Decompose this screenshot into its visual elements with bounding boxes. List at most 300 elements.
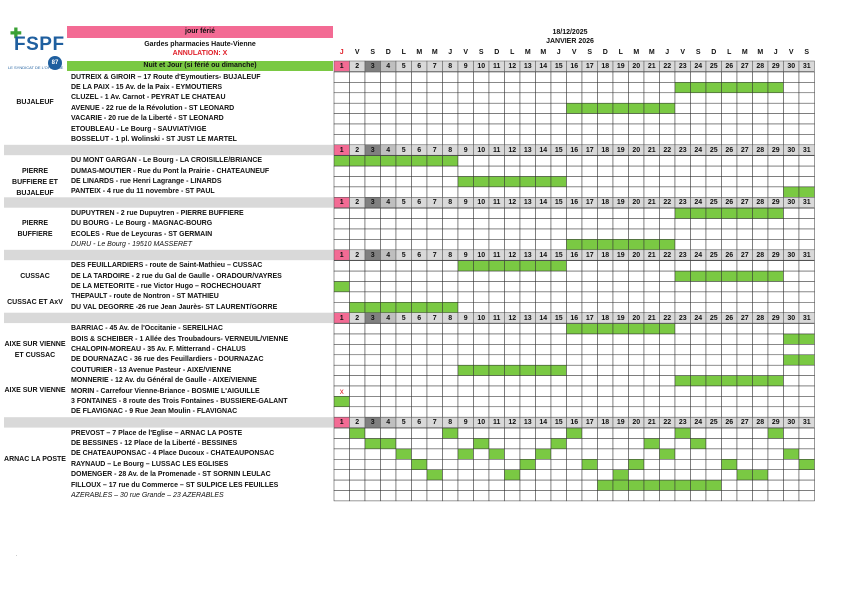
empty-cell xyxy=(334,271,350,281)
empty-cell xyxy=(474,82,490,92)
day-number: 30 xyxy=(787,314,796,322)
day-number: 29 xyxy=(771,199,780,207)
day-number: 27 xyxy=(740,63,749,70)
empty-cell xyxy=(768,439,784,449)
day-number: 16 xyxy=(570,419,579,427)
empty-cell xyxy=(784,396,800,406)
empty-cell xyxy=(613,449,629,459)
empty-cell xyxy=(489,271,505,281)
empty-cell xyxy=(412,282,428,292)
duty-cell xyxy=(489,449,505,459)
empty-cell xyxy=(567,334,583,344)
day-number: 30 xyxy=(787,146,796,154)
empty-cell xyxy=(753,114,769,124)
empty-cell xyxy=(551,187,567,197)
empty-cell xyxy=(458,124,474,134)
duty-cell xyxy=(350,302,366,312)
empty-cell xyxy=(722,261,738,271)
empty-cell xyxy=(350,282,366,292)
empty-cell xyxy=(365,72,381,82)
empty-cell xyxy=(644,344,660,354)
pharmacy-name: DE BESSINES - 12 Place de la Liberté - BESSINES xyxy=(71,440,238,447)
duty-cell xyxy=(722,459,738,469)
empty-cell xyxy=(768,449,784,459)
day-number: 5 xyxy=(401,251,406,259)
duty-cell xyxy=(629,459,645,469)
empty-cell xyxy=(350,239,366,249)
empty-cell xyxy=(505,334,521,344)
empty-cell xyxy=(613,72,629,82)
empty-cell xyxy=(443,282,459,292)
empty-cell xyxy=(567,219,583,229)
empty-cell xyxy=(474,93,490,103)
day-number: 27 xyxy=(740,146,749,154)
day-number: 26 xyxy=(725,63,734,70)
empty-cell xyxy=(706,428,722,438)
empty-cell xyxy=(412,334,428,344)
day-number: 7 xyxy=(432,251,437,259)
empty-cell xyxy=(458,324,474,334)
empty-cell xyxy=(753,72,769,82)
empty-cell xyxy=(799,134,815,144)
empty-cell xyxy=(784,282,800,292)
empty-cell xyxy=(551,134,567,144)
duty-cell xyxy=(443,428,459,438)
empty-cell xyxy=(753,103,769,113)
empty-cell xyxy=(474,459,490,469)
empty-cell xyxy=(443,439,459,449)
empty-cell xyxy=(675,449,691,459)
duty-cell xyxy=(536,177,552,187)
day-number: 6 xyxy=(417,314,422,322)
day-number: 20 xyxy=(632,63,641,70)
empty-cell xyxy=(489,114,505,124)
day-number: 14 xyxy=(539,199,548,207)
empty-cell xyxy=(629,365,645,375)
empty-cell xyxy=(427,72,443,82)
empty-cell xyxy=(799,114,815,124)
pharmacy-name: BOSSELUT - 1 pl. Wolinski - ST JUST LE MARTEL xyxy=(71,135,237,143)
empty-cell xyxy=(784,82,800,92)
duty-cell xyxy=(567,103,583,113)
duty-cell xyxy=(334,396,350,406)
weekday-letter: J xyxy=(339,49,344,56)
duty-cell xyxy=(412,459,428,469)
empty-cell xyxy=(722,134,738,144)
duty-cell xyxy=(737,376,753,386)
empty-cell xyxy=(505,239,521,249)
empty-cell xyxy=(799,491,815,501)
duty-cell xyxy=(365,439,381,449)
day-number: 20 xyxy=(632,314,641,322)
empty-cell xyxy=(412,407,428,417)
empty-cell xyxy=(598,355,614,365)
empty-cell xyxy=(381,449,397,459)
empty-cell xyxy=(381,103,397,113)
duty-cell xyxy=(722,208,738,218)
empty-cell xyxy=(350,292,366,302)
day-number: 18 xyxy=(601,199,610,207)
empty-cell xyxy=(629,261,645,271)
empty-cell xyxy=(396,480,412,490)
empty-cell xyxy=(536,480,552,490)
day-number: 28 xyxy=(756,251,765,259)
empty-cell xyxy=(536,282,552,292)
duty-cell xyxy=(675,376,691,386)
duty-cell xyxy=(474,365,490,375)
empty-cell xyxy=(396,239,412,249)
empty-cell xyxy=(613,459,629,469)
day-number: 10 xyxy=(477,251,486,259)
empty-cell xyxy=(427,229,443,239)
empty-cell xyxy=(629,428,645,438)
empty-cell xyxy=(613,93,629,103)
empty-cell xyxy=(427,271,443,281)
pharmacy-name: DE LA TARDOIRE - 2 rue du Gal de Gaulle - ORADOUR/VAYRES xyxy=(71,272,282,280)
empty-cell xyxy=(474,428,490,438)
day-number: 26 xyxy=(725,314,734,322)
empty-cell xyxy=(598,229,614,239)
day-number: 17 xyxy=(585,314,594,322)
empty-cell xyxy=(458,302,474,312)
empty-cell xyxy=(644,166,660,176)
empty-cell xyxy=(350,449,366,459)
empty-cell xyxy=(799,72,815,82)
empty-cell xyxy=(350,439,366,449)
empty-cell xyxy=(443,93,459,103)
empty-cell xyxy=(722,344,738,354)
empty-cell xyxy=(381,208,397,218)
empty-cell xyxy=(412,491,428,501)
empty-cell xyxy=(536,386,552,396)
empty-cell xyxy=(412,208,428,218)
empty-cell xyxy=(334,302,350,312)
empty-cell xyxy=(350,166,366,176)
day-number: 11 xyxy=(493,199,501,207)
duty-cell xyxy=(799,355,815,365)
empty-cell xyxy=(474,239,490,249)
cross-icon: ✚ xyxy=(10,25,22,41)
empty-cell xyxy=(691,124,707,134)
empty-cell xyxy=(365,229,381,239)
day-number: 20 xyxy=(632,419,641,427)
empty-cell xyxy=(551,282,567,292)
empty-cell xyxy=(660,82,676,92)
empty-cell xyxy=(520,124,536,134)
empty-cell xyxy=(396,324,412,334)
empty-cell xyxy=(753,93,769,103)
empty-cell xyxy=(536,439,552,449)
empty-cell xyxy=(520,82,536,92)
empty-cell xyxy=(489,334,505,344)
empty-cell xyxy=(675,134,691,144)
empty-cell xyxy=(458,208,474,218)
empty-cell xyxy=(567,439,583,449)
empty-cell xyxy=(427,449,443,459)
empty-cell xyxy=(784,177,800,187)
empty-cell xyxy=(365,271,381,281)
empty-cell xyxy=(660,470,676,480)
empty-cell xyxy=(334,491,350,501)
empty-cell xyxy=(427,208,443,218)
empty-cell xyxy=(675,292,691,302)
empty-cell xyxy=(691,396,707,406)
empty-cell xyxy=(396,72,412,82)
empty-cell xyxy=(365,114,381,124)
empty-cell xyxy=(582,365,598,375)
empty-cell xyxy=(784,134,800,144)
empty-cell xyxy=(551,219,567,229)
duty-cell xyxy=(691,376,707,386)
empty-cell xyxy=(489,428,505,438)
empty-cell xyxy=(443,177,459,187)
group-label: BUJALEUF xyxy=(16,99,54,107)
day-number: 2 xyxy=(355,314,360,322)
empty-cell xyxy=(458,82,474,92)
empty-cell xyxy=(598,376,614,386)
empty-cell xyxy=(474,282,490,292)
empty-cell xyxy=(427,439,443,449)
day-number: 9 xyxy=(463,419,468,427)
empty-cell xyxy=(365,344,381,354)
day-number: 30 xyxy=(787,199,796,207)
day-number: 11 xyxy=(493,251,501,259)
empty-cell xyxy=(660,208,676,218)
empty-cell xyxy=(334,229,350,239)
day-number: 25 xyxy=(709,146,718,154)
empty-cell xyxy=(350,491,366,501)
empty-cell xyxy=(691,187,707,197)
empty-cell xyxy=(691,491,707,501)
empty-cell xyxy=(427,407,443,417)
empty-cell xyxy=(381,386,397,396)
duty-cell xyxy=(768,271,784,281)
empty-cell xyxy=(412,439,428,449)
empty-cell xyxy=(613,292,629,302)
duty-cell xyxy=(598,480,614,490)
empty-cell xyxy=(396,177,412,187)
empty-cell xyxy=(660,271,676,281)
empty-cell xyxy=(427,428,443,438)
empty-cell xyxy=(381,334,397,344)
empty-cell xyxy=(768,261,784,271)
empty-cell xyxy=(396,459,412,469)
empty-cell xyxy=(799,82,815,92)
duty-cell xyxy=(582,324,598,334)
empty-cell xyxy=(613,365,629,375)
empty-cell xyxy=(706,177,722,187)
empty-cell xyxy=(784,407,800,417)
empty-cell xyxy=(365,166,381,176)
empty-cell xyxy=(629,376,645,386)
duty-cell xyxy=(660,324,676,334)
day-number: 13 xyxy=(523,251,532,259)
duty-cell xyxy=(768,428,784,438)
empty-cell xyxy=(660,114,676,124)
empty-cell xyxy=(675,344,691,354)
empty-cell xyxy=(598,208,614,218)
day-number: 22 xyxy=(663,199,672,207)
day-number: 16 xyxy=(570,63,579,70)
pharmacy-name: DE FLAVIGNAC - 9 Rue Jean Moulin - FLAVIGNAC xyxy=(71,408,238,416)
empty-cell xyxy=(799,470,815,480)
empty-cell xyxy=(598,124,614,134)
duty-cell xyxy=(737,470,753,480)
day-number: 31 xyxy=(802,314,811,322)
empty-cell xyxy=(629,187,645,197)
empty-cell xyxy=(753,261,769,271)
empty-cell xyxy=(629,134,645,144)
empty-cell xyxy=(412,177,428,187)
empty-cell xyxy=(582,114,598,124)
day-number: 6 xyxy=(417,63,422,70)
empty-cell xyxy=(427,82,443,92)
empty-cell xyxy=(520,386,536,396)
day-number: 15 xyxy=(554,251,563,259)
weekday-letter: S xyxy=(478,49,484,56)
empty-cell xyxy=(768,302,784,312)
empty-cell xyxy=(675,93,691,103)
empty-cell xyxy=(799,365,815,375)
empty-cell xyxy=(706,229,722,239)
day-number: 5 xyxy=(401,146,406,154)
empty-cell xyxy=(350,229,366,239)
empty-cell xyxy=(458,407,474,417)
empty-cell xyxy=(381,365,397,375)
group-label: PIERRE BUFFIERE xyxy=(17,220,53,238)
empty-cell xyxy=(443,470,459,480)
empty-cell xyxy=(675,114,691,124)
empty-cell xyxy=(427,103,443,113)
day-number: 20 xyxy=(632,251,641,259)
day-number: 3 xyxy=(370,419,375,427)
pharmacy-name: DE LA METEORITE - rue Victor Hugo – ROCHECHOUART xyxy=(71,283,262,290)
duty-cell xyxy=(753,82,769,92)
pharmacy-name: DUTREIX & GIROIR – 17 Route d'Eymoutiers- BUJALEUF xyxy=(71,73,261,81)
empty-cell xyxy=(350,124,366,134)
empty-cell xyxy=(706,114,722,124)
day-number: 2 xyxy=(355,419,360,427)
empty-cell xyxy=(489,386,505,396)
empty-cell xyxy=(706,355,722,365)
empty-cell xyxy=(551,239,567,249)
empty-cell xyxy=(443,134,459,144)
empty-cell xyxy=(582,229,598,239)
empty-cell xyxy=(737,491,753,501)
empty-cell xyxy=(536,239,552,249)
empty-cell xyxy=(613,282,629,292)
duty-cell xyxy=(505,261,521,271)
day-number: 3 xyxy=(370,63,375,70)
empty-cell xyxy=(427,219,443,229)
day-number: 18 xyxy=(601,146,610,154)
empty-cell xyxy=(737,124,753,134)
empty-cell xyxy=(582,396,598,406)
empty-cell xyxy=(334,219,350,229)
empty-cell xyxy=(722,177,738,187)
duty-cell xyxy=(505,177,521,187)
empty-cell xyxy=(551,166,567,176)
empty-cell xyxy=(489,376,505,386)
empty-cell xyxy=(691,407,707,417)
pharmacy-name: MORIN - Carrefour Vienne-Briance - BOSMIE L'AIGUILLE xyxy=(71,387,260,395)
empty-cell xyxy=(350,134,366,144)
duty-cell xyxy=(629,103,645,113)
duty-cell xyxy=(722,271,738,281)
day-number: 4 xyxy=(386,199,391,207)
empty-cell xyxy=(443,219,459,229)
empty-cell xyxy=(675,470,691,480)
empty-cell xyxy=(365,355,381,365)
empty-cell xyxy=(412,292,428,302)
empty-cell xyxy=(799,208,815,218)
empty-cell xyxy=(660,439,676,449)
empty-cell xyxy=(660,177,676,187)
empty-cell xyxy=(691,324,707,334)
empty-cell xyxy=(412,72,428,82)
empty-cell xyxy=(660,134,676,144)
empty-cell xyxy=(753,229,769,239)
empty-cell xyxy=(660,376,676,386)
empty-cell xyxy=(381,376,397,386)
empty-cell xyxy=(706,344,722,354)
empty-cell xyxy=(365,428,381,438)
empty-cell xyxy=(536,355,552,365)
duty-cell xyxy=(520,261,536,271)
empty-cell xyxy=(365,386,381,396)
empty-cell xyxy=(644,292,660,302)
day-number: 27 xyxy=(740,251,749,259)
empty-cell xyxy=(443,491,459,501)
empty-cell xyxy=(536,459,552,469)
empty-cell xyxy=(644,271,660,281)
duty-cell xyxy=(427,302,443,312)
empty-cell xyxy=(536,134,552,144)
empty-cell xyxy=(753,396,769,406)
day-number: 20 xyxy=(632,199,641,207)
empty-cell xyxy=(505,219,521,229)
day-number: 13 xyxy=(523,419,532,427)
day-number: 21 xyxy=(647,63,656,70)
duty-cell xyxy=(350,428,366,438)
empty-cell xyxy=(427,166,443,176)
empty-cell xyxy=(536,470,552,480)
empty-cell xyxy=(412,93,428,103)
day-number: 11 xyxy=(493,63,501,70)
empty-cell xyxy=(489,459,505,469)
empty-cell xyxy=(551,449,567,459)
empty-cell xyxy=(691,239,707,249)
empty-cell xyxy=(458,166,474,176)
empty-cell xyxy=(629,344,645,354)
empty-cell xyxy=(629,282,645,292)
day-number: 26 xyxy=(725,419,734,427)
empty-cell xyxy=(551,334,567,344)
empty-cell xyxy=(706,124,722,134)
empty-cell xyxy=(582,491,598,501)
empty-cell xyxy=(613,219,629,229)
empty-cell xyxy=(396,407,412,417)
empty-cell xyxy=(644,187,660,197)
day-number: 23 xyxy=(678,419,687,427)
empty-cell xyxy=(567,166,583,176)
empty-cell xyxy=(706,365,722,375)
weekday-letter: D xyxy=(494,49,500,56)
empty-cell xyxy=(381,124,397,134)
empty-cell xyxy=(474,302,490,312)
empty-cell xyxy=(799,302,815,312)
empty-cell xyxy=(598,134,614,144)
